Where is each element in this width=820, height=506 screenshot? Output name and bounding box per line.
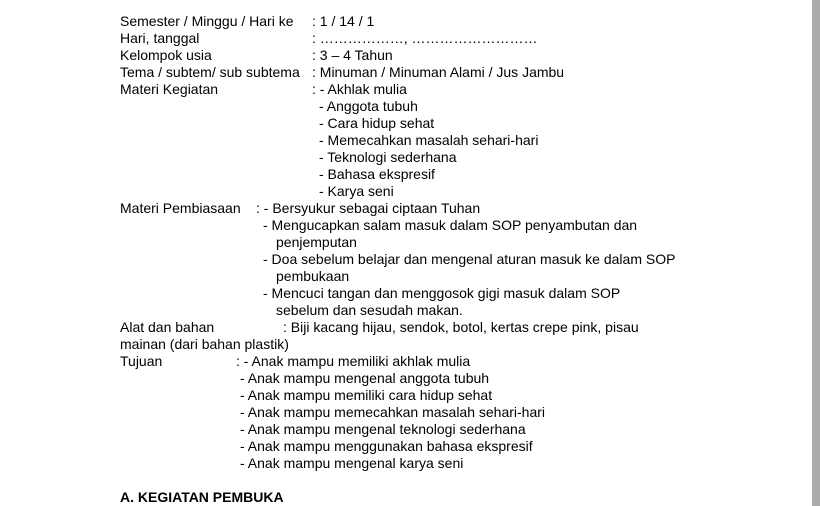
theme-label: Tema / subtem/ sub subtema [120, 64, 300, 80]
tujuan-item: - Anak mampu mengenal karya seni [240, 455, 464, 471]
materi-kegiatan-item: - Memecahkan masalah sehari-hari [319, 132, 539, 148]
alat-bahan-value: : Biji kacang hijau, sendok, botol, kertas crepe pink, pisau [283, 319, 639, 335]
materi-kegiatan-label: Materi Kegiatan [120, 81, 219, 97]
section-heading: A. KEGIATAN PEMBUKA [120, 489, 284, 505]
date-value: : ………………, ……………………… [312, 30, 538, 46]
semester-label: Semester / Minggu / Hari ke [120, 13, 294, 29]
alat-bahan-label: Alat dan bahan [120, 319, 215, 335]
date-label: Hari, tanggal [120, 30, 200, 46]
materi-pembiasaan-line: - Mengucapkan salam masuk dalam SOP penyambutan dan [263, 217, 638, 233]
materi-pembiasaan-line: pembukaan [276, 268, 350, 284]
materi-pembiasaan-line: sebelum dan sesudah makan. [276, 302, 463, 318]
tujuan-item: - Anak mampu memecahkan masalah sehari-hari [240, 404, 546, 420]
tujuan-item: : - Anak mampu memiliki akhlak mulia [236, 353, 471, 369]
semester-value: : 1 / 14 / 1 [312, 13, 375, 29]
age-label: Kelompok usia [120, 47, 212, 63]
materi-pembiasaan-line: penjemputan [276, 234, 357, 250]
materi-kegiatan-item: : - Akhlak mulia [312, 81, 407, 97]
tujuan-label: Tujuan [120, 353, 163, 369]
materi-kegiatan-item: - Cara hidup sehat [319, 115, 435, 131]
materi-kegiatan-item: - Teknologi sederhana [319, 149, 457, 165]
materi-pembiasaan-line: : - Bersyukur sebagai ciptaan Tuhan [256, 200, 481, 216]
tujuan-item: - Anak mampu memiliki cara hidup sehat [240, 387, 493, 403]
materi-pembiasaan-label: Materi Pembiasaan [120, 200, 241, 216]
tujuan-item: - Anak mampu mengenal anggota tubuh [240, 370, 490, 386]
tujuan-item: - Anak mampu menggunakan bahasa ekspresif [240, 438, 533, 454]
age-value: : 3 – 4 Tahun [312, 47, 393, 63]
materi-kegiatan-item: - Bahasa ekspresif [319, 166, 435, 182]
theme-value: : Minuman / Minuman Alami / Jus Jambu [312, 64, 565, 80]
materi-pembiasaan-line: - Doa sebelum belajar dan mengenal aturan masuk ke dalam SOP [263, 251, 676, 267]
materi-kegiatan-item: - Karya seni [319, 183, 394, 199]
materi-kegiatan-item: - Anggota tubuh [319, 98, 418, 114]
tujuan-item: - Anak mampu mengenal teknologi sederhana [240, 421, 526, 437]
alat-bahan-continuation: mainan (dari bahan plastik) [120, 336, 289, 352]
materi-pembiasaan-line: - Mencuci tangan dan menggosok gigi masuk dalam SOP [263, 285, 621, 301]
